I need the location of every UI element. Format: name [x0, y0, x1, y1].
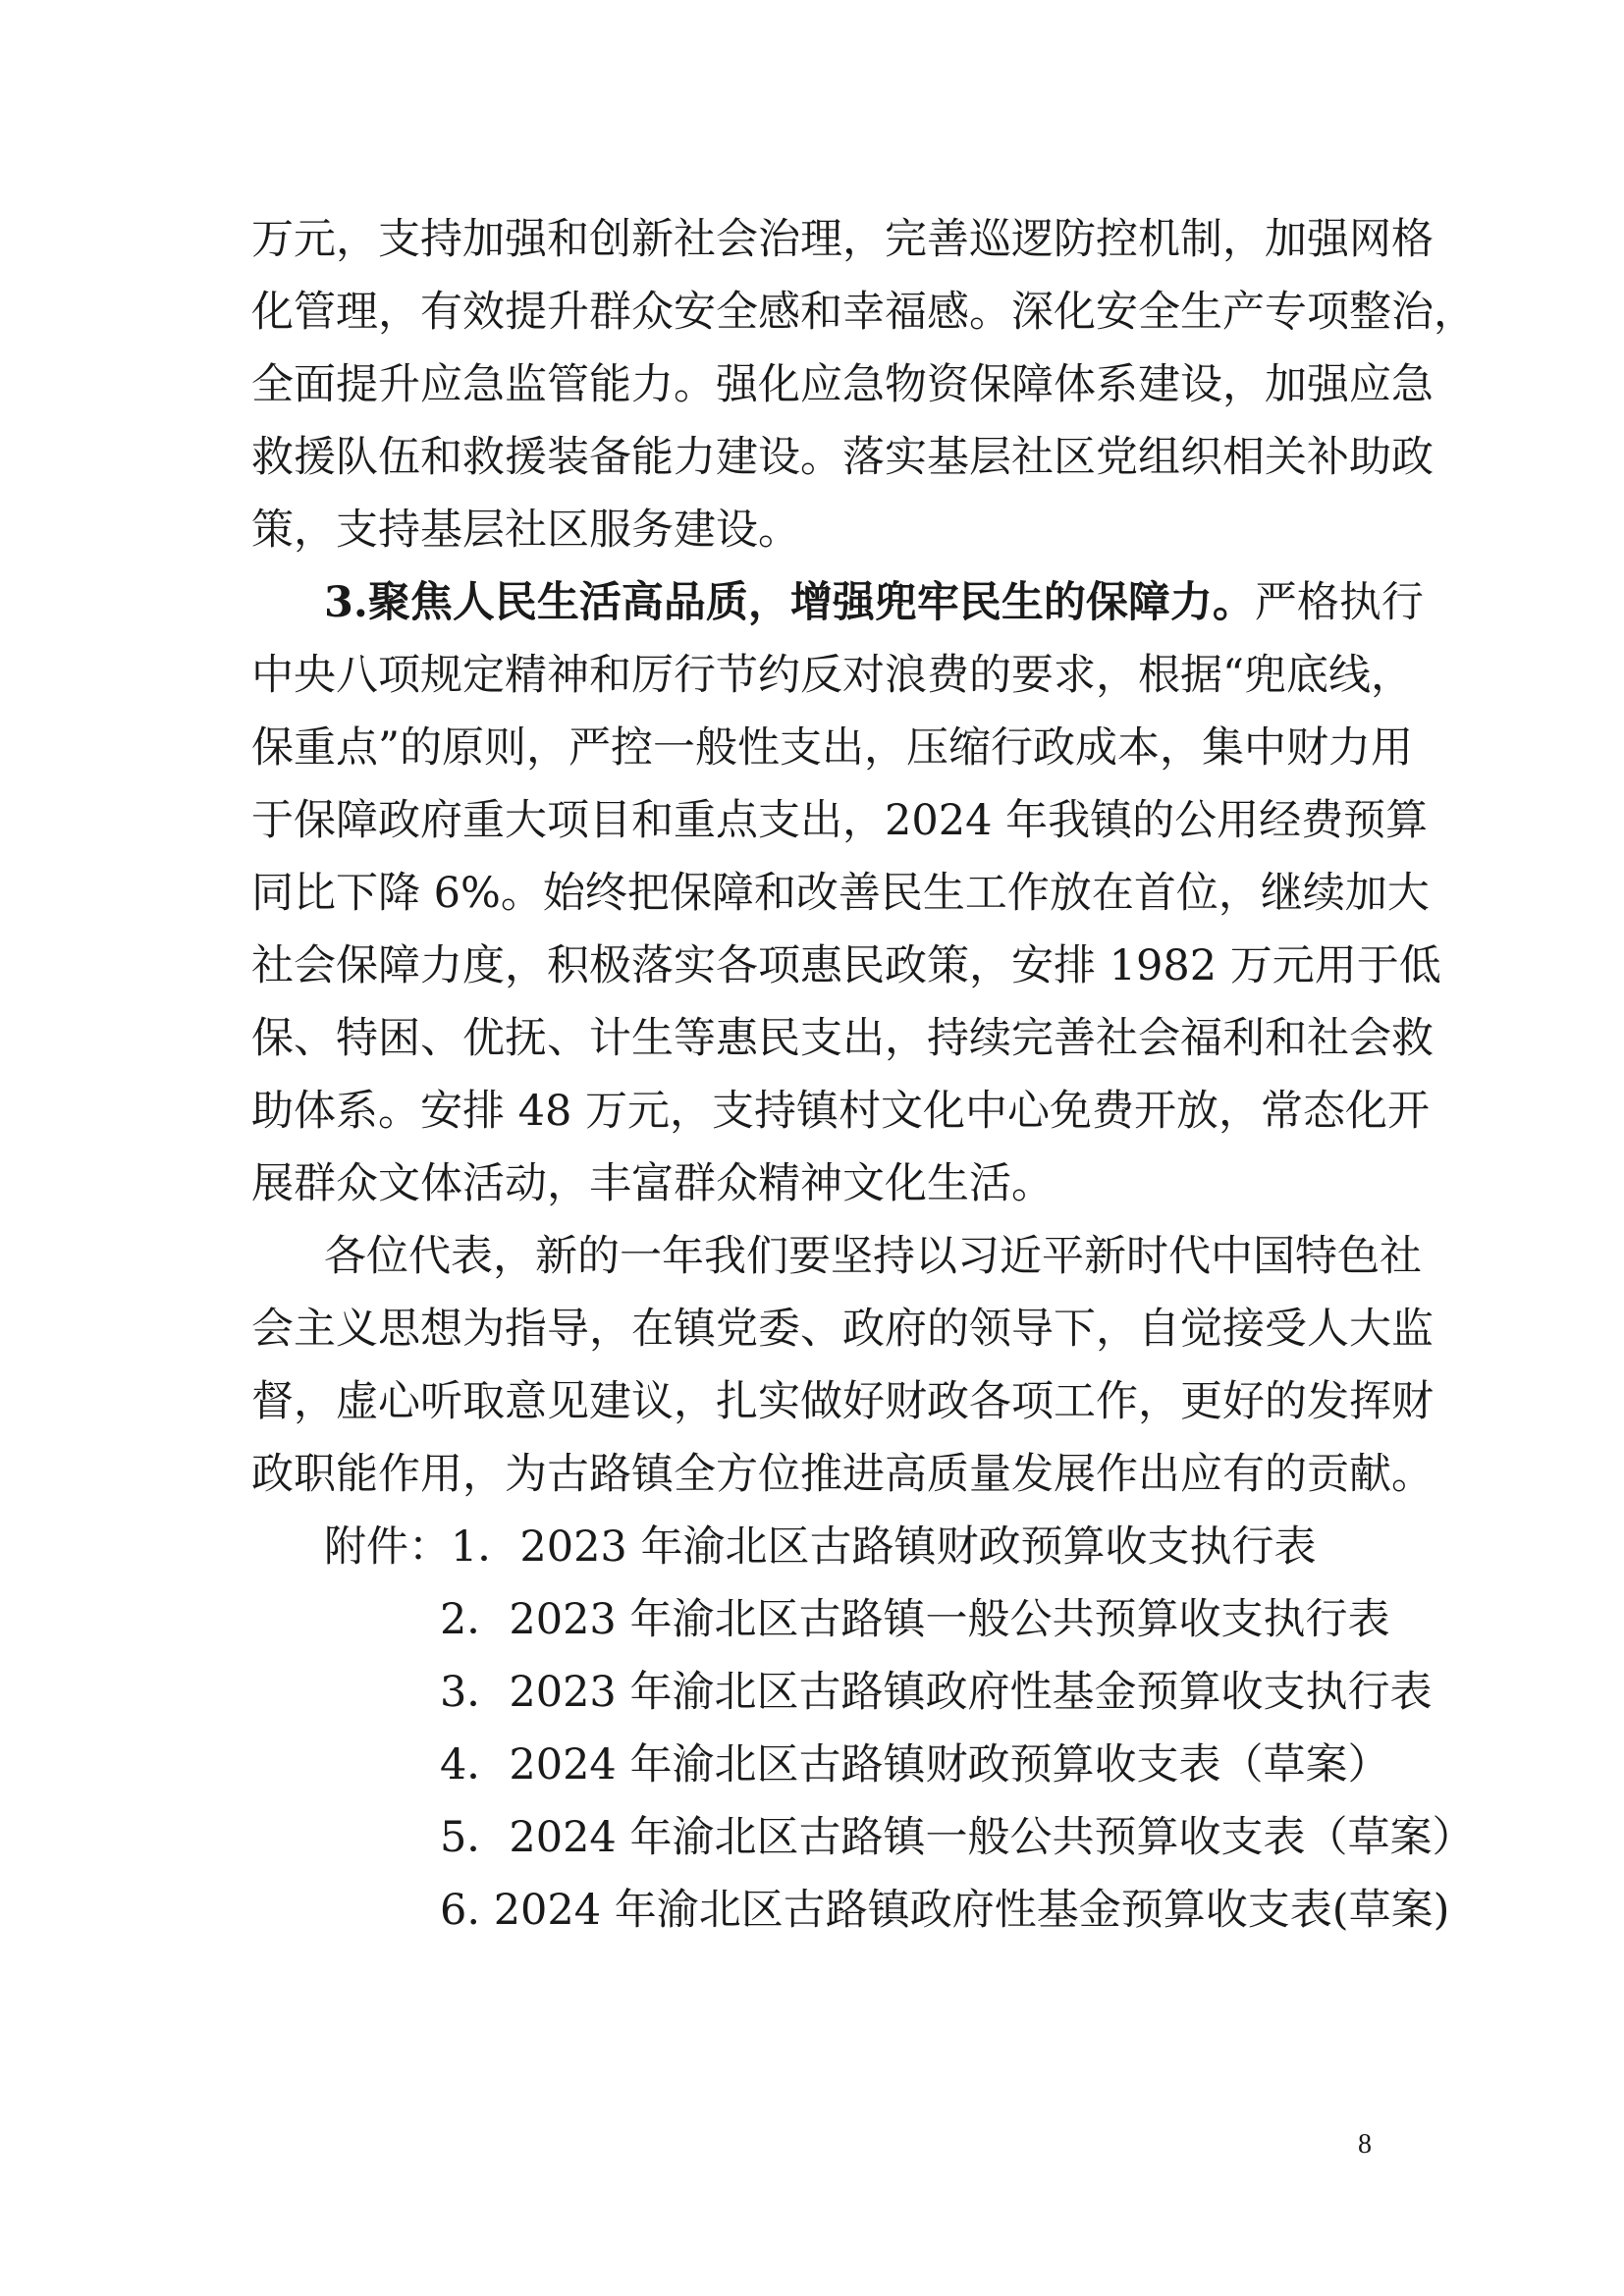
attachment-line: [324, 1520, 1316, 1575]
body-line: 保、特困、优抚、计生等惠民支出，持续完善社会福利和社会救: [251, 1014, 1434, 1063]
body-line: 督，虚心听取意见建议，扎实做好财政各项工作，更好的发挥财: [251, 1377, 1434, 1426]
attachment-item: 4．2024 年渝北区古路镇财政预算收支表（草案）: [440, 1740, 1390, 1789]
page-number: 8: [1358, 2129, 1372, 2160]
body-line: 全面提升应急监管能力。强化应急物资保障体系建设，加强应急: [251, 360, 1434, 409]
body-line: 化管理，有效提升群众安全感和幸福感。深化安全生产专项整治，: [251, 288, 1476, 337]
body-line: 社会保障力度，积极落实各项惠民政策，安排 1982 万元用于低: [251, 941, 1441, 990]
section-heading-rest: 严格执行: [1254, 578, 1424, 627]
section-heading: 3.聚焦人民生活高品质，增强兜牢民生的保障力。: [324, 578, 1255, 627]
section-heading-line: [324, 575, 1424, 630]
body-line: 救援队伍和救援装备能力建设。落实基层社区党组织相关补助政: [251, 433, 1434, 482]
attachment-item: 6. 2024 年渝北区古路镇政府性基金预算收支表(草案): [440, 1886, 1450, 1935]
body-line: 于保障政府重大项目和重点支出，2024 年我镇的公用经费预算: [251, 796, 1429, 845]
attachment-item: 3．2023 年渝北区古路镇政府性基金预算收支执行表: [440, 1668, 1433, 1717]
body-line: 会主义思想为指导，在镇党委、政府的领导下，自觉接受人大监: [251, 1305, 1434, 1354]
attachment-item: 1．2023 年渝北区古路镇财政预算收支执行表: [451, 1522, 1317, 1572]
body-line: 万元，支持加强和创新社会治理，完善巡逻防控机制，加强网格: [251, 215, 1434, 264]
body-line: 各位代表，新的一年我们要坚持以习近平新时代中国特色社: [324, 1232, 1422, 1281]
body-line: 助体系。安排 48 万元，支持镇村文化中心免费开放，常态化开: [251, 1087, 1431, 1136]
body-line: 同比下降 6%。始终把保障和改善民生工作放在首位，继续加大: [251, 869, 1430, 918]
body-line: 保重点”的原则，严控一般性支出，压缩行政成本，集中财力用: [251, 723, 1413, 773]
attachment-item: 2．2023 年渝北区古路镇一般公共预算收支执行表: [440, 1595, 1390, 1644]
attachment-item: 5．2024 年渝北区古路镇一般公共预算收支表（草案）: [440, 1813, 1475, 1862]
body-line: 中央八项规定精神和厉行节约反对浪费的要求，根据“兜底线，: [251, 651, 1413, 700]
body-line: 策，支持基层社区服务建设。: [251, 506, 800, 555]
body-line: 政职能作用，为古路镇全方位推进高质量发展作出应有的贡献。: [251, 1450, 1434, 1499]
attachments-label: 附件：: [324, 1522, 451, 1572]
body-line: 展群众文体活动，丰富群众精神文化生活。: [251, 1159, 1054, 1208]
